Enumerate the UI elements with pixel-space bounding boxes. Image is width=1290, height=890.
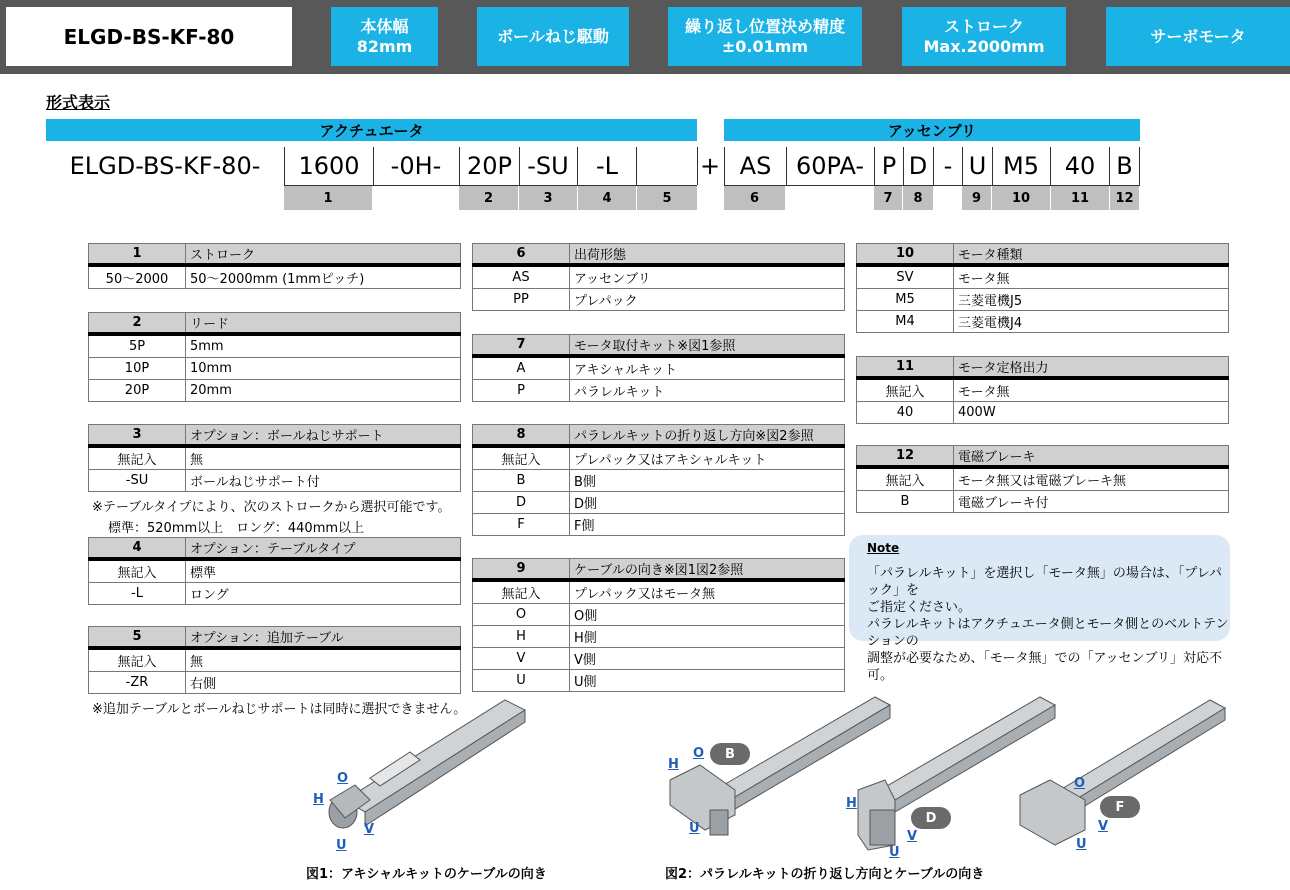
fig2a-direction-b: B bbox=[710, 743, 750, 765]
code-number: 7 bbox=[874, 186, 903, 210]
spec-description: モータ無 bbox=[954, 378, 1229, 402]
spec-description: ボールねじサポート付 bbox=[186, 470, 461, 492]
spec-description: 無 bbox=[186, 446, 461, 470]
model-name: ELGD-BS-KF-80 bbox=[6, 7, 292, 66]
fig1-label-h: H bbox=[313, 792, 324, 807]
fig1-actuator bbox=[329, 700, 525, 828]
spec-table-number: 10 bbox=[857, 244, 954, 266]
note-line: 調整が必要なため、「モータ無」での「アッセンブリ」対応不可。 bbox=[867, 651, 1223, 683]
spec-description: 右側 bbox=[186, 672, 461, 694]
spec-code: B bbox=[857, 491, 954, 513]
code-part-lead: 20P bbox=[459, 147, 520, 185]
spec-table-number: 2 bbox=[89, 313, 186, 335]
spec-code: 無記入 bbox=[89, 446, 186, 470]
spec-description: アッセンブリ bbox=[570, 265, 845, 289]
code-part-hyphen: - bbox=[943, 152, 953, 180]
spec-table-title: 出荷形態 bbox=[570, 244, 845, 266]
spec-table-title: ストローク bbox=[186, 244, 461, 266]
feature-stroke-line2: Max.2000mm bbox=[923, 36, 1045, 56]
spec-description: モータ無又は電磁ブレーキ無 bbox=[954, 467, 1229, 491]
code-part-support: -SU bbox=[519, 147, 578, 185]
spec-table-number: 4 bbox=[89, 538, 186, 560]
code-part-table: -L bbox=[578, 147, 637, 185]
spec-table-number: 5 bbox=[89, 627, 186, 649]
spec-code: 無記入 bbox=[89, 559, 186, 583]
footnote-table5: ※追加テーブルとボールねじサポートは同時に選択できません。 bbox=[92, 702, 467, 717]
spec-code: P bbox=[473, 380, 570, 402]
spec-description: プレパック bbox=[570, 289, 845, 311]
feature-width-line2: 82mm bbox=[356, 36, 413, 56]
feature-drive-line1: ボールねじ駆動 bbox=[497, 26, 609, 46]
spec-code: 無記入 bbox=[857, 467, 954, 491]
fig2a-label-u: U bbox=[689, 821, 700, 836]
spec-description: D側 bbox=[570, 492, 845, 514]
fig2-caption: 図2：パラレルキットの折り返し方向とケーブルの向き bbox=[665, 867, 985, 882]
note-line: 「パラレルキット」を選択し「モータ無」の場合は、「プレパック」を bbox=[867, 566, 1222, 598]
spec-code: -ZR bbox=[89, 672, 186, 694]
spec-code: F bbox=[473, 514, 570, 536]
spec-description: U側 bbox=[570, 670, 845, 692]
spec-code: 無記入 bbox=[857, 378, 954, 402]
code-number: 6 bbox=[724, 186, 786, 210]
note-title: Note bbox=[867, 541, 900, 555]
feature-stroke-line1: ストローク bbox=[943, 16, 1024, 36]
spec-code: 無記入 bbox=[89, 648, 186, 672]
code-number: 11 bbox=[1051, 186, 1110, 210]
fig2c-label-v: V bbox=[1098, 819, 1109, 834]
spec-table-title: オプション：追加テーブル bbox=[186, 627, 461, 649]
section-title: 形式表示 bbox=[46, 93, 111, 112]
spec-code: 10P bbox=[89, 358, 186, 380]
spec-description: B側 bbox=[570, 470, 845, 492]
spec-description: H側 bbox=[570, 626, 845, 648]
code-part-shipping: AS bbox=[724, 147, 787, 185]
fig2c-label-u: U bbox=[1076, 837, 1087, 852]
code-part-cable: U bbox=[962, 147, 993, 185]
spec-code: 無記入 bbox=[473, 446, 570, 470]
code-number: 9 bbox=[962, 186, 992, 210]
code-number: 12 bbox=[1110, 186, 1140, 210]
spec-code: O bbox=[473, 604, 570, 626]
spec-description: 無 bbox=[186, 648, 461, 672]
code-number: 10 bbox=[992, 186, 1051, 210]
code-number: 2 bbox=[459, 186, 519, 210]
spec-table-title: オプション：テーブルタイプ bbox=[186, 538, 461, 560]
spec-table-title: パラレルキットの折り返し方向※図2参照 bbox=[570, 425, 845, 447]
fig1-label-u: U bbox=[336, 838, 347, 853]
spec-code: SV bbox=[857, 265, 954, 289]
spec-description: 三菱電機J4 bbox=[954, 311, 1229, 333]
spec-description: 5mm bbox=[186, 334, 461, 358]
code-number: 8 bbox=[903, 186, 934, 210]
spec-code: 50～2000 bbox=[89, 265, 186, 289]
feature-motor-line1: サーボモータ bbox=[1150, 26, 1246, 46]
fig2c-label-o: O bbox=[1074, 776, 1086, 791]
spec-table-number: 9 bbox=[473, 559, 570, 581]
feature-accuracy-line2: ±0.01mm bbox=[721, 36, 809, 56]
spec-table-number: 3 bbox=[89, 425, 186, 447]
spec-table-title: ケーブルの向き※図1図2参照 bbox=[570, 559, 845, 581]
fig2a-actuator bbox=[670, 697, 890, 835]
spec-description: モータ無 bbox=[954, 265, 1229, 289]
fig2b-direction-d: D bbox=[911, 807, 951, 829]
code-prefix: ELGD-BS-KF-80- bbox=[69, 152, 261, 180]
fig2c-direction-f: F bbox=[1100, 796, 1140, 818]
spec-code: V bbox=[473, 648, 570, 670]
fig2b-label-u: U bbox=[889, 845, 900, 860]
spec-code: H bbox=[473, 626, 570, 648]
spec-table-number: 7 bbox=[473, 335, 570, 357]
fig2b-label-v: V bbox=[907, 829, 918, 844]
spec-table-title: 電磁ブレーキ bbox=[954, 446, 1229, 468]
spec-description: 50～2000mm (1mmピッチ) bbox=[186, 265, 461, 289]
spec-code: PP bbox=[473, 289, 570, 311]
note-line: パラレルキットはアクチュエータ側とモータ側とのベルトテンションの bbox=[867, 617, 1229, 649]
spec-code: 無記入 bbox=[473, 580, 570, 604]
fig1-caption: 図1：アキシャルキットのケーブルの向き bbox=[306, 867, 547, 882]
code-number: 5 bbox=[637, 186, 698, 210]
actuator-bar: アクチュエータ bbox=[46, 119, 697, 141]
spec-description: プレパック又はアキシャルキット bbox=[570, 446, 845, 470]
code-part-fixed2: 60PA- bbox=[795, 152, 865, 180]
spec-table-number: 11 bbox=[857, 357, 954, 379]
spec-code: B bbox=[473, 470, 570, 492]
code-part-kit: P bbox=[874, 147, 904, 185]
feature-accuracy-line1: 繰り返し位置決め精度 bbox=[684, 16, 845, 36]
footnote-table3-1: ※テーブルタイプにより、次のストロークから選択可能です。 bbox=[92, 500, 451, 515]
fig2b-label-h: H bbox=[846, 796, 857, 811]
fig1-label-o: O bbox=[337, 771, 349, 786]
spec-table-title: モータ種類 bbox=[954, 244, 1229, 266]
spec-description: O側 bbox=[570, 604, 845, 626]
fig2a-label-h: H bbox=[668, 757, 679, 772]
spec-table-number: 6 bbox=[473, 244, 570, 266]
footnote-table3-2: 標準：520mm以上 ロング：440mm以上 bbox=[108, 521, 365, 536]
spec-table-number: 1 bbox=[89, 244, 186, 266]
code-part-brake: B bbox=[1110, 147, 1140, 185]
spec-code: A bbox=[473, 356, 570, 380]
spec-code: -L bbox=[89, 583, 186, 605]
spec-description: ロング bbox=[186, 583, 461, 605]
spec-table-title: リード bbox=[186, 313, 461, 335]
spec-description: パラレルキット bbox=[570, 380, 845, 402]
spec-description: 標準 bbox=[186, 559, 461, 583]
spec-description: 電磁ブレーキ付 bbox=[954, 491, 1229, 513]
spec-table-title: モータ取付キット※図1参照 bbox=[570, 335, 845, 357]
assembly-bar: アッセンブリ bbox=[724, 119, 1140, 141]
fig2c-actuator bbox=[1020, 700, 1225, 845]
spec-table-title: モータ定格出力 bbox=[954, 357, 1229, 379]
code-part-fixed: -0H- bbox=[390, 152, 442, 180]
spec-code: -SU bbox=[89, 470, 186, 492]
spec-description: アキシャルキット bbox=[570, 356, 845, 380]
code-number: 4 bbox=[578, 186, 637, 210]
fig1-label-v: V bbox=[364, 822, 375, 837]
spec-code: 40 bbox=[857, 402, 954, 424]
spec-description: 400W bbox=[954, 402, 1229, 424]
spec-table-title: オプション：ボールねじサポート bbox=[186, 425, 461, 447]
spec-code: D bbox=[473, 492, 570, 514]
spec-description: プレパック又はモータ無 bbox=[570, 580, 845, 604]
code-part-motor: M5 bbox=[992, 147, 1051, 185]
code-number: 3 bbox=[519, 186, 578, 210]
spec-table-number: 12 bbox=[857, 446, 954, 468]
code-part-stroke: 1600 bbox=[284, 147, 374, 185]
spec-code: U bbox=[473, 670, 570, 692]
spec-description: 10mm bbox=[186, 358, 461, 380]
code-part-output: 40 bbox=[1051, 147, 1110, 185]
spec-description: 三菱電機J5 bbox=[954, 289, 1229, 311]
spec-code: 5P bbox=[89, 334, 186, 358]
feature-width-line1: 本体幅 bbox=[360, 16, 409, 36]
spec-description: F側 bbox=[570, 514, 845, 536]
spec-code: 20P bbox=[89, 380, 186, 402]
spec-code: AS bbox=[473, 265, 570, 289]
note-line: ご指定ください。 bbox=[867, 600, 972, 615]
spec-description: V側 bbox=[570, 648, 845, 670]
spec-code: M4 bbox=[857, 311, 954, 333]
spec-code: M5 bbox=[857, 289, 954, 311]
spec-description: 20mm bbox=[186, 380, 461, 402]
code-part-direction: D bbox=[903, 147, 934, 185]
fig2a-label-o: O bbox=[693, 746, 705, 761]
code-plus: + bbox=[699, 152, 721, 180]
code-number: 1 bbox=[284, 186, 373, 210]
spec-table-number: 8 bbox=[473, 425, 570, 447]
